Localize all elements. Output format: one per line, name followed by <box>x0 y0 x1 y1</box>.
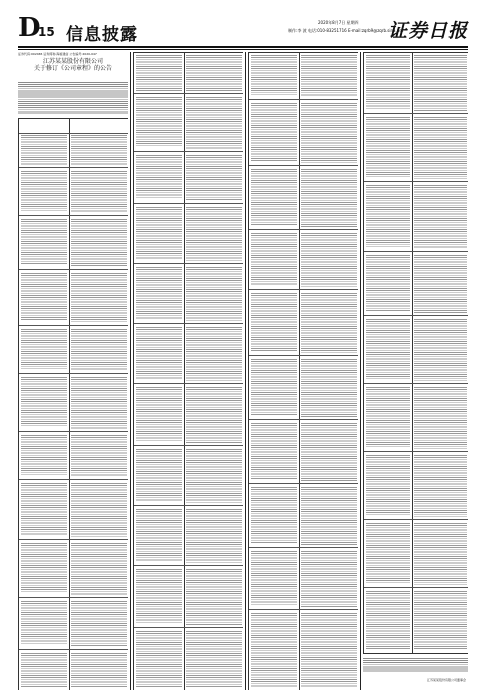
amendment-table <box>18 118 128 690</box>
column-4 <box>363 52 468 690</box>
masthead <box>18 14 468 48</box>
notice-heading <box>18 52 128 78</box>
masthead-rule <box>18 46 468 48</box>
column-divider <box>245 52 246 690</box>
page-letter: D <box>18 13 41 43</box>
newspaper-logo: 证券日报 <box>388 20 469 42</box>
notice-code: 证券代码:002465 证券简称:海格通信 公告编号:2020-047 <box>18 52 97 56</box>
column-3 <box>248 52 358 690</box>
column-divider <box>360 52 361 690</box>
notice-title: 关于修订《公司章程》的公告 <box>33 65 112 72</box>
column-2 <box>133 52 243 690</box>
page-content <box>18 52 468 690</box>
section-title: 信息披露 <box>66 25 138 45</box>
column-divider <box>130 52 131 690</box>
page-number: 15 <box>38 25 55 39</box>
amendment-table <box>133 52 243 690</box>
contact-line: 制作:李 波 电话:010-83251716 E-mail:zqrb9@zqrb.sina.net <box>288 28 404 33</box>
text-block <box>18 82 128 114</box>
notice-signoff: 江苏某某股份有限公司董事会 <box>426 678 466 682</box>
closing-text <box>363 658 468 672</box>
masthead-rule-thin <box>18 49 468 50</box>
notice-company: 江苏某某股份有限公司 <box>42 58 103 65</box>
column-1 <box>18 52 128 690</box>
dateline: 2020年8月7日 星期四 <box>318 20 359 25</box>
amendment-table <box>248 52 358 690</box>
amendment-table <box>363 52 468 654</box>
